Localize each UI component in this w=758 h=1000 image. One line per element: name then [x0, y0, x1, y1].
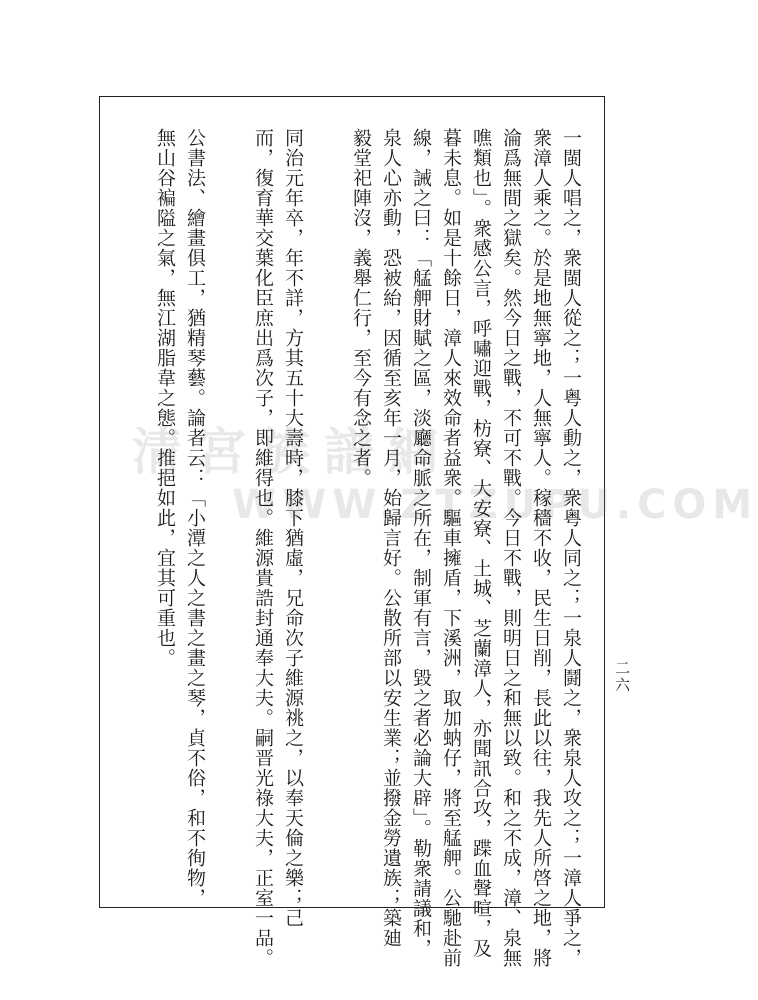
paragraph-start-column: 公書法、繪畫俱工，猶精琴藝。論者云：「小潭之人之書之畫之琴，貞不俗，和不徇物，	[184, 128, 206, 908]
paragraph-start-column: 同治元年卒，年不詳，方其五十大壽時，膝下猶虛，兄命次子維源祧之，以奉天倫之樂；己	[282, 128, 304, 928]
page-number: 二六	[613, 660, 631, 694]
text-column: 衆漳人乘之。於是地無寧地，人無寧人。稼穡不收，民生日削，長此以往，我先人所啓之地，將	[530, 128, 552, 968]
text-column: 一閩人唱之，衆閩人從之；一粤人動之，衆粤人同之；一泉人鬪之，衆泉人攻之；一漳人爭之，	[560, 128, 582, 968]
text-column: 噍類也」。衆感公言，呼嘯迎戰，枋寮、大安寮、土城、芝蘭漳人，亦聞訊合攻，蹀血聲喧，及	[470, 128, 492, 959]
text-column: 毅堂祀陣沒，義舉仁行，至今有念之者。	[350, 128, 372, 488]
watermark-url: WWW.ZTZUPU.COM	[232, 482, 758, 528]
watermark-text: 清宮族譜網	[132, 423, 452, 481]
text-column: 無山谷褊隘之氣，無江湖脂韋之態。推挹如此，宜其可重也。	[154, 128, 176, 668]
body-text	[150, 128, 586, 968]
text-column: 泉人心亦動，恐被紿，因循至亥年一月，始歸言好。公散所部以安生業；並撥金勞遺族；築廸	[380, 128, 402, 948]
text-column: 暮未息。如是十餘日，漳人來效命者益衆。驅車擁盾，下溪洲，取加蚋仔，將至艋舺。公馳赴前	[440, 128, 462, 968]
text-column: 淪爲無間之獄矣。然今日之戰，不可不戰。今日不戰，則明日之和無以致。和之不成，漳、泉無	[500, 128, 522, 968]
text-column: 而，復育華交葉化臣庶出爲次子，即維得也。維源貴誥封通奉大夫。嗣晋光祿大夫，正室一品。	[252, 128, 274, 968]
text-column: 線，誡之曰：「艋舺財賦之區，淡廳命脈之所在，制軍有言，毀之者必論大辟」。勒衆請議和，	[410, 128, 432, 959]
